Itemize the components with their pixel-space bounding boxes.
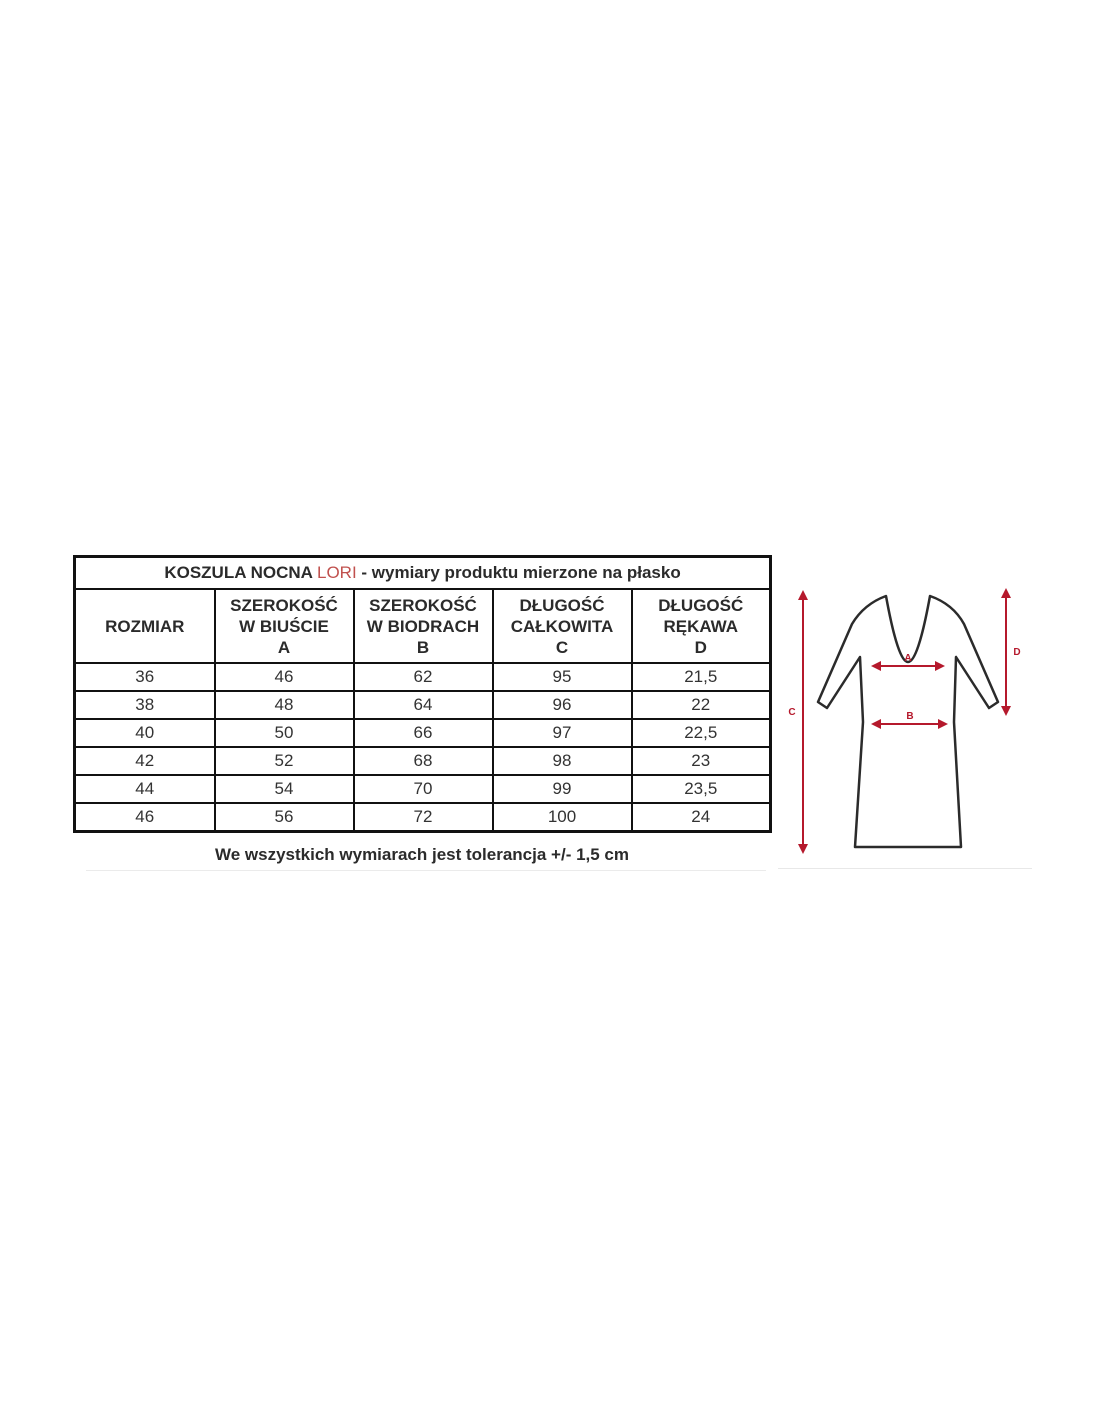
brand-name: LORI bbox=[317, 563, 357, 582]
table-cell: 40 bbox=[75, 719, 215, 747]
table-cell: 36 bbox=[75, 663, 215, 691]
column-header bbox=[632, 589, 771, 663]
table-cell: 22 bbox=[632, 691, 771, 719]
column-header-line: A bbox=[277, 637, 291, 657]
column-header-line: DŁUGOŚĆ bbox=[658, 595, 744, 615]
table-cell: 46 bbox=[75, 803, 215, 832]
table-cell: 22,5 bbox=[632, 719, 771, 747]
table-cell: 100 bbox=[493, 803, 632, 832]
table-row bbox=[75, 775, 771, 803]
table-cell: 23,5 bbox=[632, 775, 771, 803]
column-header bbox=[354, 589, 493, 663]
table-row bbox=[75, 747, 771, 775]
title-row bbox=[75, 557, 771, 590]
table-cell: 48 bbox=[215, 691, 354, 719]
title-subtext: - wymiary produktu mierzone na płasko bbox=[356, 563, 681, 582]
table-row bbox=[75, 803, 771, 832]
column-header-line: DŁUGOŚĆ bbox=[519, 595, 605, 615]
table-cell: 95 bbox=[493, 663, 632, 691]
table-cell: 23 bbox=[632, 747, 771, 775]
table-cell: 72 bbox=[354, 803, 493, 832]
table-cell: 54 bbox=[215, 775, 354, 803]
column-header bbox=[75, 589, 215, 663]
table-row bbox=[75, 719, 771, 747]
size-table bbox=[73, 555, 772, 833]
label-d: D bbox=[1013, 647, 1021, 658]
table-cell: 52 bbox=[215, 747, 354, 775]
title-text: KOSZULA NOCNA bbox=[164, 563, 317, 582]
column-header-line: RĘKAWA bbox=[663, 616, 739, 636]
table-row bbox=[75, 691, 771, 719]
table-title bbox=[75, 557, 771, 590]
table-cell: 56 bbox=[215, 803, 354, 832]
table-cell: 68 bbox=[354, 747, 493, 775]
table-cell: 99 bbox=[493, 775, 632, 803]
table-cell: 96 bbox=[493, 691, 632, 719]
column-header-line: CAŁKOWITA bbox=[510, 616, 614, 636]
label-a: A bbox=[904, 653, 912, 664]
table-body bbox=[75, 663, 771, 832]
table-cell: 46 bbox=[215, 663, 354, 691]
column-header-line: SZEROKOŚĆ bbox=[369, 595, 477, 615]
table-cell: 64 bbox=[354, 691, 493, 719]
label-b: B bbox=[906, 711, 914, 722]
divider-line bbox=[86, 870, 766, 871]
header-row bbox=[75, 589, 771, 663]
table-cell: 62 bbox=[354, 663, 493, 691]
column-header-line: B bbox=[416, 637, 430, 657]
diagram-divider bbox=[778, 868, 1032, 869]
column-header-line: W BIODRACH bbox=[366, 616, 480, 636]
table-cell: 44 bbox=[75, 775, 215, 803]
table-row bbox=[75, 663, 771, 691]
column-header bbox=[215, 589, 354, 663]
column-header-line: D bbox=[694, 637, 707, 657]
table-cell: 38 bbox=[75, 691, 215, 719]
label-c: C bbox=[788, 707, 796, 718]
table-cell: 66 bbox=[354, 719, 493, 747]
tolerance-note: We wszystkich wymiarach jest tolerancja +/- 1,5 cm bbox=[214, 845, 630, 864]
column-header-line: C bbox=[555, 637, 569, 657]
column-header-line: SZEROKOŚĆ bbox=[230, 595, 338, 615]
table-cell: 21,5 bbox=[632, 663, 771, 691]
table-cell: 70 bbox=[354, 775, 493, 803]
table-cell: 42 bbox=[75, 747, 215, 775]
column-header-line: ROZMIAR bbox=[105, 616, 185, 636]
column-header-line: W BIUŚCIE bbox=[239, 616, 329, 636]
table-cell: 98 bbox=[493, 747, 632, 775]
table-cell: 50 bbox=[215, 719, 354, 747]
table-cell: 97 bbox=[493, 719, 632, 747]
column-header bbox=[493, 589, 632, 663]
table-cell: 24 bbox=[632, 803, 771, 832]
nightgown-diagram bbox=[778, 562, 1032, 870]
